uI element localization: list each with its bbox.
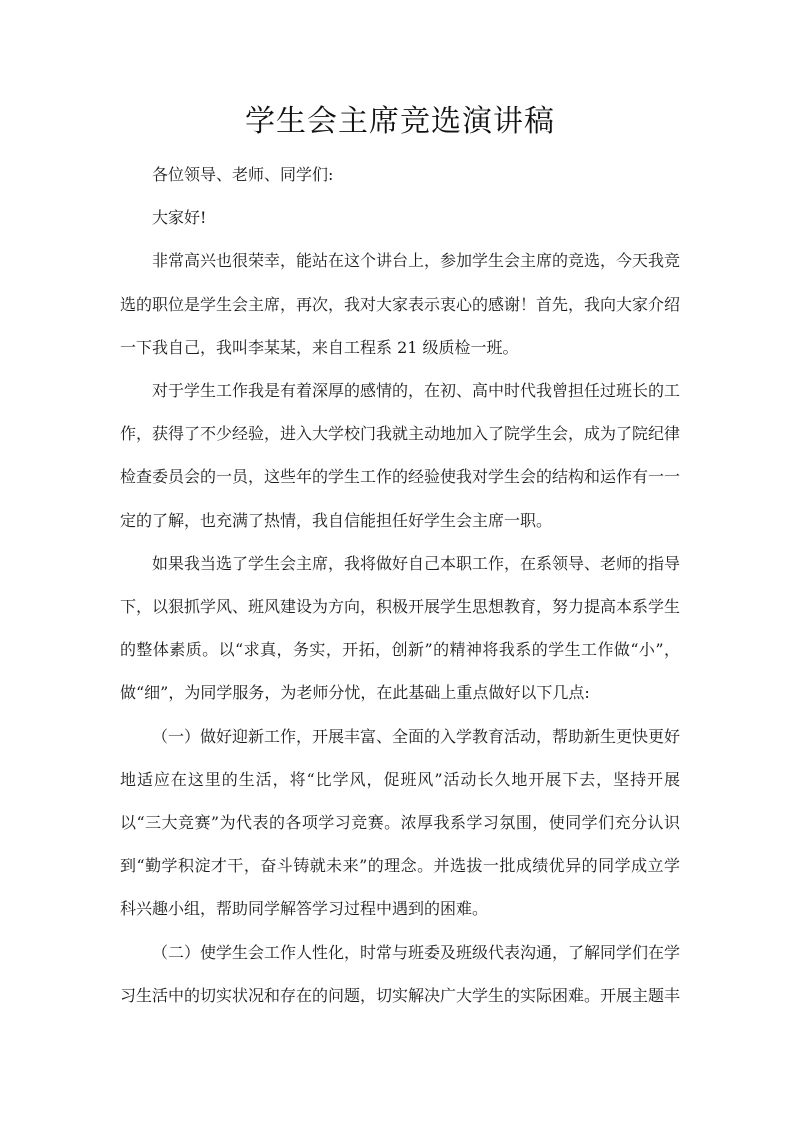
paragraph-plan: 如果我当选了学生会主席，我将做好自己本职工作，在系领导、老师的指导下，以狠抓学风、班风建设为方向，积极开展学生思想教育，努力提高本系学生的整体素质。以“求真，务实，开拓，创新”的精神将我系的学生工作做“小”，做“细”，为同学服务，为老师分忧，在此基础上重点做好以下几点: bbox=[120, 553, 681, 703]
paragraph-point-one: （一）做好迎新工作，开展丰富、全面的入学教育活动，帮助新生更快更好地适应在这里的生活，将“比学风，促班风”活动长久地开展下去，坚持开展以“三大竞赛”为代表的各项学习竞赛。浓厚我系学习氛围，使同学们充分认识到“勤学积淀才干，奋斗铸就未来”的理念。并选拔一批成绩优异的同学成立学科兴趣小组，帮助同学解答学习过程中遇到的困难。 bbox=[120, 726, 681, 919]
paragraph-point-two: （二）使学生会工作人性化，时常与班委及班级代表沟通，了解同学们在学习生活中的切实状况和存在的问题，切实解决广大学生的实际困难。开展主题丰 bbox=[120, 942, 681, 1005]
paragraph-greeting: 各位领导、老师、同学们: bbox=[152, 165, 334, 184]
paragraph-hello: 大家好! bbox=[152, 208, 207, 228]
paragraph-introduction: 非常高兴也很荣幸，能站在这个讲台上，参加学生会主席的竞选，今天我竞选的职位是学生会主席，再次，我对大家表示衷心的感谢！首先，我向大家介绍一下我自己，我叫李某某，来自工程系 21 级质检一班。 bbox=[120, 251, 681, 357]
paragraph-experience: 对于学生工作我是有着深厚的感情的，在初、高中时代我曾担任过班长的工作，获得了不少经验，进入大学校门我就主动地加入了院学生会，成为了院纪律检查委员会的一员，这些年的学生工作的经验使我对学生会的结构和运作有一一定的了解，也充满了热情，我自信能担任好学生会主席一职。 bbox=[120, 381, 681, 530]
document-title: 学生会主席竞选演讲稿 bbox=[245, 104, 555, 139]
document-body bbox=[120, 153, 680, 1017]
